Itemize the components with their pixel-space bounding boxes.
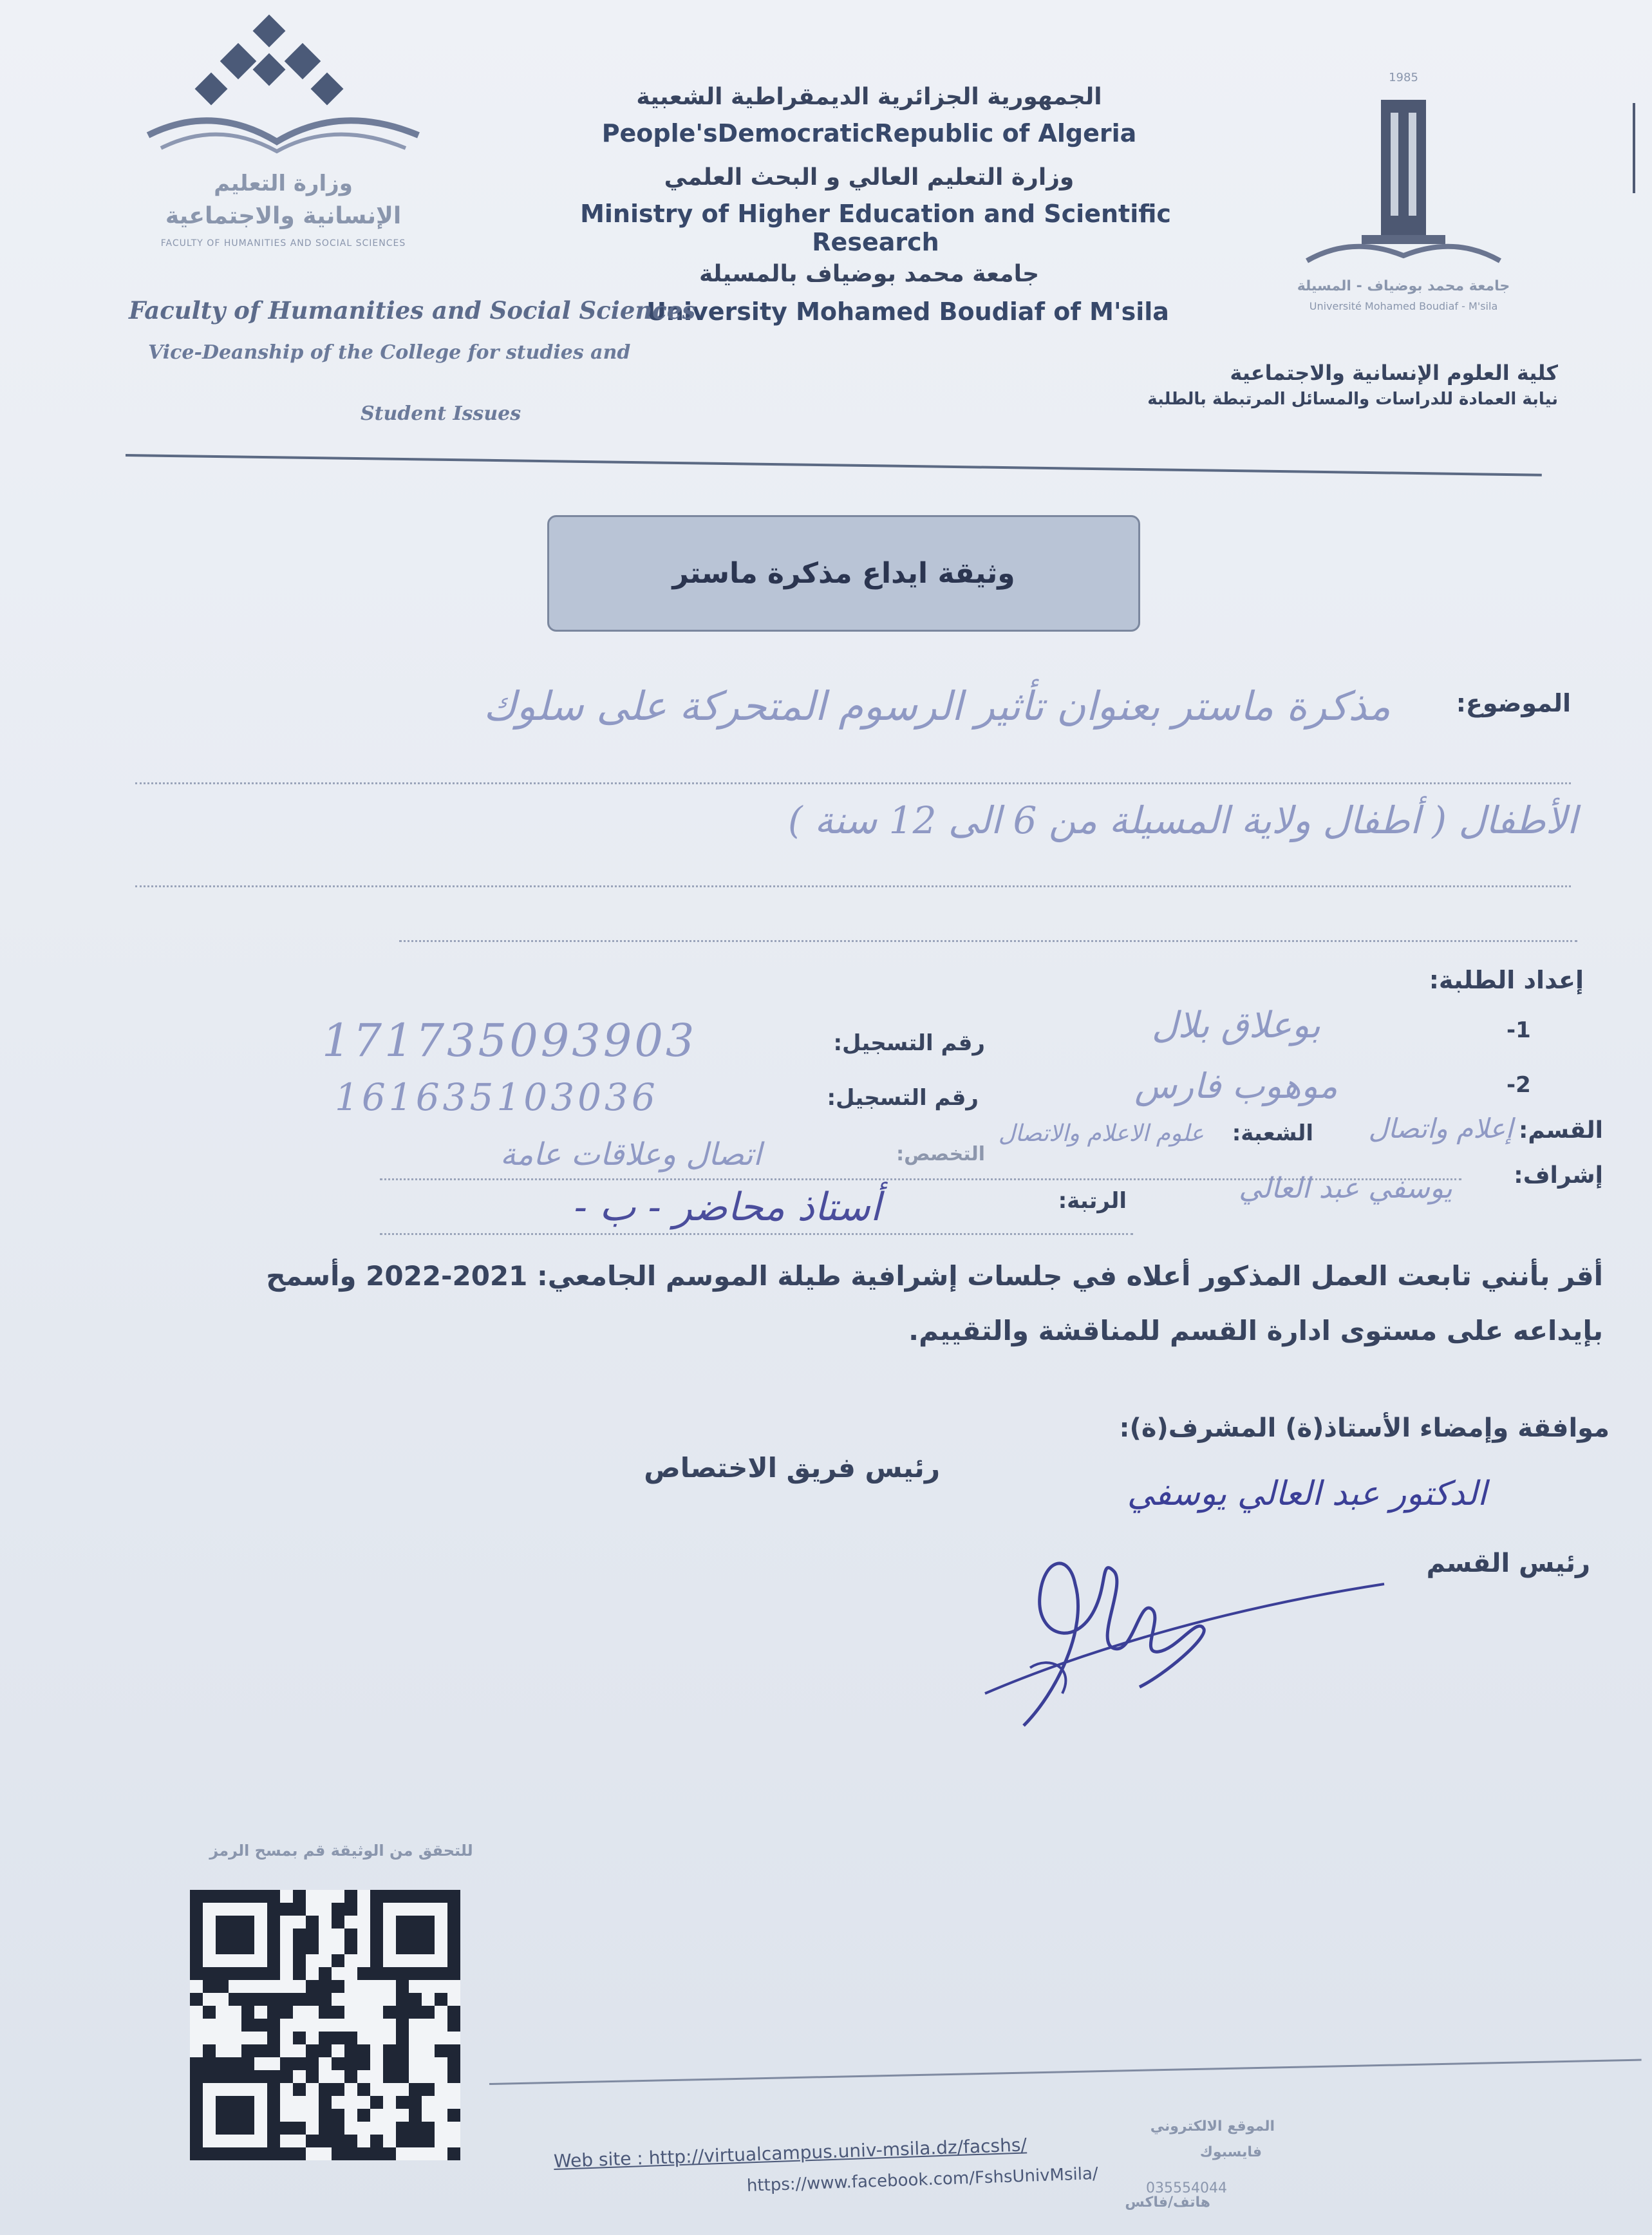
web-label: الموقع الالكتروني: [1150, 2118, 1275, 2135]
facebook-link[interactable]: https://www.facebook.com/FshsUnivMsila/: [746, 2164, 1099, 2196]
specialty-label: التخصص:: [896, 1143, 985, 1165]
supervisor-value: يوسفي عبد العالي: [1239, 1172, 1452, 1205]
student-2-reg: 161635103036: [335, 1075, 659, 1119]
subject-dots-2: [135, 885, 1571, 887]
header-ministry-ar: وزارة التعليم العالي و البحث العلمي: [664, 164, 1075, 191]
header-university-en: University Mohamed Boudiaf of M'sila: [646, 297, 1169, 326]
right-logo-year: 1985: [1389, 71, 1418, 84]
faculty-en: Faculty of Humanities and Social Sciences: [129, 296, 696, 325]
vice-deanship-ar: نيابة العمادة للدراسات والمسائل المرتبطة بالطلبة: [1147, 390, 1558, 409]
signature-name: الدكتور عبد العالي يوسفي: [1127, 1475, 1487, 1513]
student-1-name: بوعلاق بلال: [1151, 1004, 1321, 1046]
signature-icon: [946, 1500, 1410, 1745]
student-1-reg-label: رقم التسجيل:: [833, 1030, 985, 1056]
footer-divider: [489, 2059, 1642, 2085]
student-2-reg-label: رقم التسجيل:: [827, 1085, 979, 1111]
student-2-index: -2: [1507, 1072, 1531, 1098]
left-logo-ar-1: وزارة التعليم: [214, 171, 353, 196]
university-logo: [1294, 71, 1513, 322]
document-title: وثيقة ايداع مذكرة ماستر: [547, 515, 1140, 632]
faculty-emblem-icon: [135, 13, 431, 155]
phone-label: هاتف/فاكس: [1125, 2194, 1210, 2211]
phone: 035554044: [1146, 2180, 1227, 2196]
qr-code-icon: [190, 1890, 460, 2160]
dept-label: القسم:: [1518, 1117, 1603, 1144]
statement-line-1: أقر بأنني تابعت العمل المذكور أعلاه في جلسات إشرافية طيلة الموسم الجامعي: 2021-2022 وأسمح: [266, 1260, 1603, 1292]
faculty-ar: كلية العلوم الإنسانية والاجتماعية: [1230, 361, 1558, 385]
student-1-index: -1: [1507, 1017, 1531, 1043]
approval-label: موافقة وإمضاء الأستاذ(ة) المشرف(ة):: [1119, 1413, 1610, 1443]
vice-deanship-en-2: Student Issues: [361, 402, 521, 425]
faculty-logo: [135, 13, 431, 283]
vice-deanship-en-1: Vice-Deanship of the College for studies and: [148, 341, 631, 364]
header-divider: [126, 454, 1542, 476]
web-site[interactable]: Web site : http://virtualcampus.univ-msila.dz/facshs/: [553, 2134, 1028, 2172]
rank-dots: [380, 1233, 1133, 1235]
header-university-ar: جامعة محمد بوضياف بالمسيلة: [699, 261, 1040, 287]
student-2-name: موهوب فارس: [1134, 1066, 1338, 1106]
dept-head-label: رئيس القسم: [1426, 1549, 1590, 1578]
header-republic-en: People'sDemocraticRepublic of Algeria: [601, 119, 1137, 147]
subject-dots-3: [399, 940, 1577, 942]
page-edge-mark: [1633, 103, 1635, 193]
facebook-label: فايسبوك: [1199, 2144, 1262, 2160]
subject-line-2: الأطفال ( أطفال ولاية المسيلة من 6 الى 12 سنة ): [787, 798, 1577, 842]
branch-label: الشعبة:: [1232, 1120, 1313, 1146]
right-logo-ar: جامعة محمد بوضياف - المسيلة: [1297, 278, 1510, 294]
header-ministry-en: Ministry of Higher Education and Scientific Research: [580, 200, 1171, 256]
subject-label: الموضوع:: [1456, 689, 1571, 717]
subject-dots-1: [135, 782, 1571, 784]
university-tower-icon: [1294, 87, 1513, 274]
left-logo-ar-2: الإنسانية والاجتماعية: [165, 203, 402, 229]
specialty-value: اتصال وعلاقات عامة: [500, 1136, 762, 1173]
rank-value: أستاذ محاضر - ب -: [574, 1185, 881, 1230]
students-label: إعداد الطلبة:: [1429, 966, 1584, 994]
rank-label: الرتبة:: [1058, 1188, 1127, 1214]
left-logo-en: FACULTY OF HUMANITIES AND SOCIAL SCIENCES: [160, 238, 406, 249]
dept-value: إعلام واتصال: [1368, 1113, 1513, 1144]
right-logo-en: Université Mohamed Boudiaf - M'sila: [1309, 300, 1498, 312]
subject-line-1: مذكرة ماستر بعنوان تأثير الرسوم المتحركة على سلوك: [483, 683, 1391, 730]
supervisor-label: إشراف:: [1514, 1162, 1603, 1189]
branch-value: علوم الاعلام والاتصال: [998, 1120, 1204, 1147]
team-head-label: رئيس فريق الاختصاص: [644, 1452, 940, 1484]
student-1-reg: 171735093903: [322, 1014, 697, 1067]
qr-caption: للتحقق من الوثيقة قم بمسح الرمز: [209, 1842, 473, 1860]
statement-line-2: بإيداعه على مستوى ادارة القسم للمناقشة والتقييم.: [908, 1315, 1603, 1346]
header-republic-ar: الجمهورية الجزائرية الديمقراطية الشعبية: [636, 84, 1102, 110]
